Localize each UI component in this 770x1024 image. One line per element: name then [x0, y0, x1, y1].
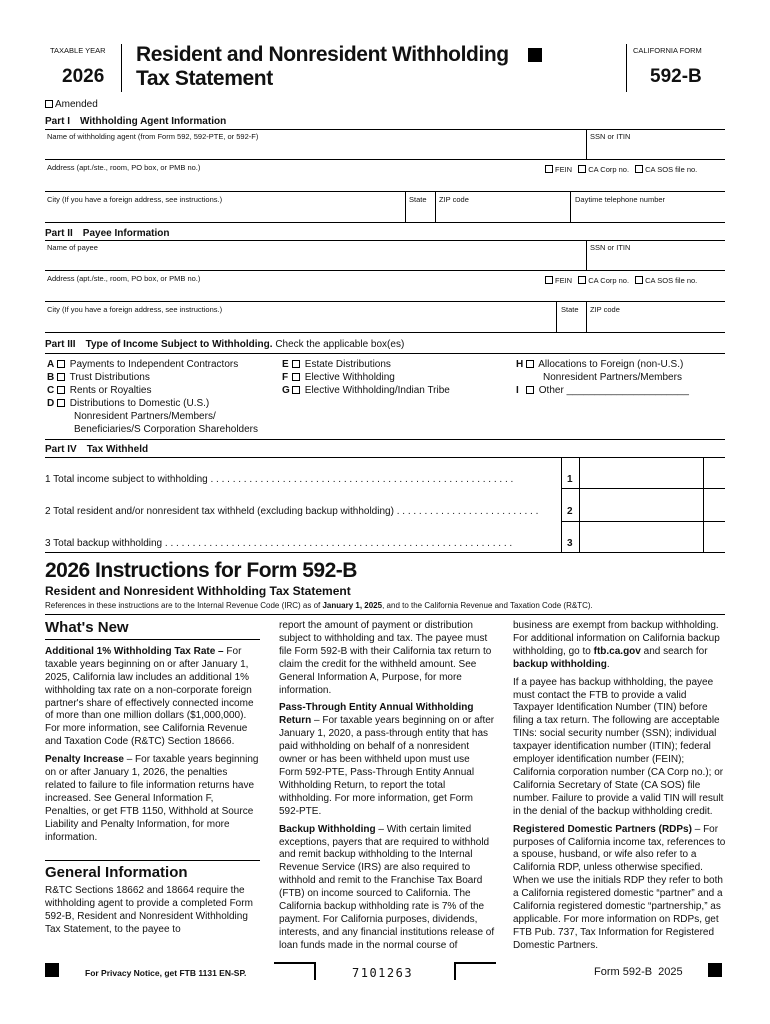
payee-ca-corp-checkbox[interactable] [578, 276, 586, 284]
line2-label: 2 Total resident and/or nonresident tax withheld (excluding backup withholding) . . . . . . . . . . . . . . . . . . . . . . . . . . [45, 506, 539, 517]
line3-label: 3 Total backup withholding . . . . . . . . . . . . . . . . . . . . . . . . . . . . . . . . . . . . . . . . . . . . . . . . . . . . . . . . . . . . . . . [45, 538, 513, 549]
income-type-e[interactable]: E Estate Distributions [282, 359, 391, 370]
part4-heading: Part IV Tax Withheld [45, 444, 149, 455]
amended-checkbox[interactable] [45, 100, 53, 108]
part3-heading: Part III Type of Income Subject to Withholding. Check the applicable box(es) [45, 339, 405, 350]
income-type-g[interactable]: G Elective Withholding/Indian Tribe [282, 385, 450, 396]
agent-phone-label: Daytime telephone number [575, 195, 666, 204]
taxable-year-label: TAXABLE YEAR [50, 46, 106, 55]
whats-new-heading: What's New [45, 619, 129, 636]
payee-ssn-label: SSN or ITIN [590, 243, 631, 252]
income-type-d-cont2: Beneficiaries/S Corporation Shareholders [74, 424, 258, 435]
payee-ca-sos-checkbox[interactable] [635, 276, 643, 284]
form-title: Resident and Nonresident Withholding Tax Statement [136, 43, 509, 90]
line2-number: 2 [567, 506, 573, 517]
income-type-a[interactable]: A Payments to Independent Contractors [47, 359, 239, 370]
instructions-references: References in these instructions are to the Internal Revenue Code (IRC) as of January 1, 2025, and to the California Revenue and Taxation Code (R&TC). [45, 601, 593, 610]
agent-zip-label: ZIP code [439, 195, 469, 204]
income-type-d-cont1: Nonresident Partners/Members/ [74, 411, 216, 422]
instructions-column-3: business are exempt from backup withholding. For additional information on California backup withholding, go to ftb.ca.gov and search for backup withholding. If a payee has backup withholding, the payee must contact the FTB to provide a valid Taxpayer Identification Number (TIN) before filing a tax return. The following are acceptable TINs: social security number (SSN); individual taxpayer identification number (ITIN); federal employer identification number (FEIN); California corporation number (CA Corp no.); or California Secretary of State (CA SOS) file number. Failure to provide a valid TIN will result in the denial of the backup withholding credit. Registered Domestic Partners (RDPs) – For purposes of California income tax, references to a spouse, husband, or wife also refer to a California RDP, unless otherwise specified. When we use the initials RDP they refer to both a California registered domestic “partner” and a California registered domestic “partnership,” as applicable. For more information on RDPs, get FTB Pub. 737, Tax Information for Registered Domestic Partners. [513, 620, 726, 951]
income-type-h-cont: Nonresident Partners/Members [543, 372, 682, 383]
footer-form-year: Form 592-B 2025 [594, 966, 683, 978]
income-type-b[interactable]: B Trust Distributions [47, 372, 150, 383]
agent-name-label: Name of withholding agent (from Form 592, 592-PTE, or 592-F) [47, 132, 259, 141]
agent-fein-checkbox[interactable] [545, 165, 553, 173]
footer-bracket-left [274, 962, 316, 980]
agent-state-label: State [409, 195, 427, 204]
form-number: 592-B [650, 66, 702, 87]
line3-amount-field[interactable] [580, 522, 725, 552]
part2-heading: Part II Payee Information [45, 228, 170, 239]
line1-number: 1 [567, 474, 573, 485]
payee-state-label: State [561, 305, 579, 314]
instructions-column-1: What's New Additional 1% Withholding Tax Rate – For taxable years beginning on or after January 1, 2025, California law includes an additional 1% withholding tax rate on a non-corporate foreign partner's share of effectively connected income of more than one million dollars ($1,000,000). For more information, see California Revenue and Taxation Code (R&TC) Section 18666. Penalty Increase – For taxable years beginning on or after January 1, 2026, the penalties related to failure to file information returns have increased. See General Information F, Penalties, or get FTB 1150, Withhold at Source Liability and Penalty Information, for more information. General Information R&TC Sections 18662 and 18664 require the withholding agent to provide a completed Form 592-B, Resident and Nonresident Withholding Tax Statement, to the payee to [45, 619, 259, 936]
line2-amount-field[interactable] [580, 489, 725, 521]
part1-heading: Part I Withholding Agent Information [45, 116, 227, 127]
payee-id-type-checkboxes[interactable]: FEIN CA Corp no. CA SOS file no. [545, 276, 697, 285]
privacy-notice: For Privacy Notice, get FTB 1131 EN-SP. [85, 968, 247, 978]
footer-bracket-right [454, 962, 496, 980]
agent-address-label: Address (apt./ste., room, PO box, or PMB no.) [47, 163, 201, 172]
agent-ca-sos-checkbox[interactable] [635, 165, 643, 173]
income-type-f[interactable]: F Elective Withholding [282, 372, 395, 383]
line3-number: 3 [567, 538, 573, 549]
instructions-column-2: report the amount of payment or distribution subject to withholding and tax. The payee must file Form 592-B with their California tax return to claim the credit for the withheld amount. See General Information A, Purpose, for more information. Pass-Through Entity Annual Withholding Return – For taxable years beginning on or after January 1, 2020, a pass-through entity that has paid withholding on behalf of a nonresident owner or has been withheld upon must use Form 592-PTE, Pass-Through Entity Annual Withholding Return, to report the total withholding. For more information, get Form 592-PTE. Backup Withholding – With certain limited exceptions, payers that are required to withhold and remit backup withholding to the Internal Revenue Service (IRS) are also required to withhold and remit to the Franchise Tax Board (FTB) on income sourced to California. The California backup withholding rate is 7% of the payment. For California purposes, dividends, interests, and any financial institutions release of loan funds made in the normal course of [279, 620, 495, 951]
amended-label: Amended [55, 99, 98, 110]
income-type-c[interactable]: C Rents or Royalties [47, 385, 152, 396]
income-type-i[interactable]: I Other ______________________ [516, 385, 689, 396]
form-barcode-number: 7101263 [352, 966, 414, 980]
tax-year: 2026 [62, 66, 105, 87]
payee-name-label: Name of payee [47, 243, 98, 252]
line1-label: 1 Total income subject to withholding . . . . . . . . . . . . . . . . . . . . . . . . . . . . . . . . . . . . . . . . . . . . . . . . . . . . . . . [45, 474, 514, 485]
california-form-label: CALIFORNIA FORM [633, 46, 702, 55]
agent-city-label: City (If you have a foreign address, see instructions.) [47, 195, 223, 204]
payee-zip-label: ZIP code [590, 305, 620, 314]
agent-ca-corp-checkbox[interactable] [578, 165, 586, 173]
payee-fein-checkbox[interactable] [545, 276, 553, 284]
footer-registration-mark-right [708, 963, 722, 977]
income-type-h[interactable]: H Allocations to Foreign (non-U.S.) [516, 359, 684, 370]
instructions-title: 2026 Instructions for Form 592-B [45, 559, 357, 582]
footer-registration-mark-left [45, 963, 59, 977]
instructions-subtitle: Resident and Nonresident Withholding Tax Statement [45, 584, 351, 598]
agent-id-type-checkboxes[interactable]: FEIN CA Corp no. CA SOS file no. [545, 165, 697, 174]
agent-ssn-label: SSN or ITIN [590, 132, 631, 141]
payee-address-label: Address (apt./ste., room, PO box, or PMB no.) [47, 274, 201, 283]
general-info-heading: General Information [45, 863, 188, 881]
amended-checkbox-row[interactable] [45, 99, 98, 110]
line1-amount-field[interactable] [580, 458, 725, 488]
income-type-d[interactable]: D Distributions to Domestic (U.S.) [47, 398, 210, 409]
registration-mark [528, 48, 542, 62]
payee-city-label: City (If you have a foreign address, see instructions.) [47, 305, 223, 314]
